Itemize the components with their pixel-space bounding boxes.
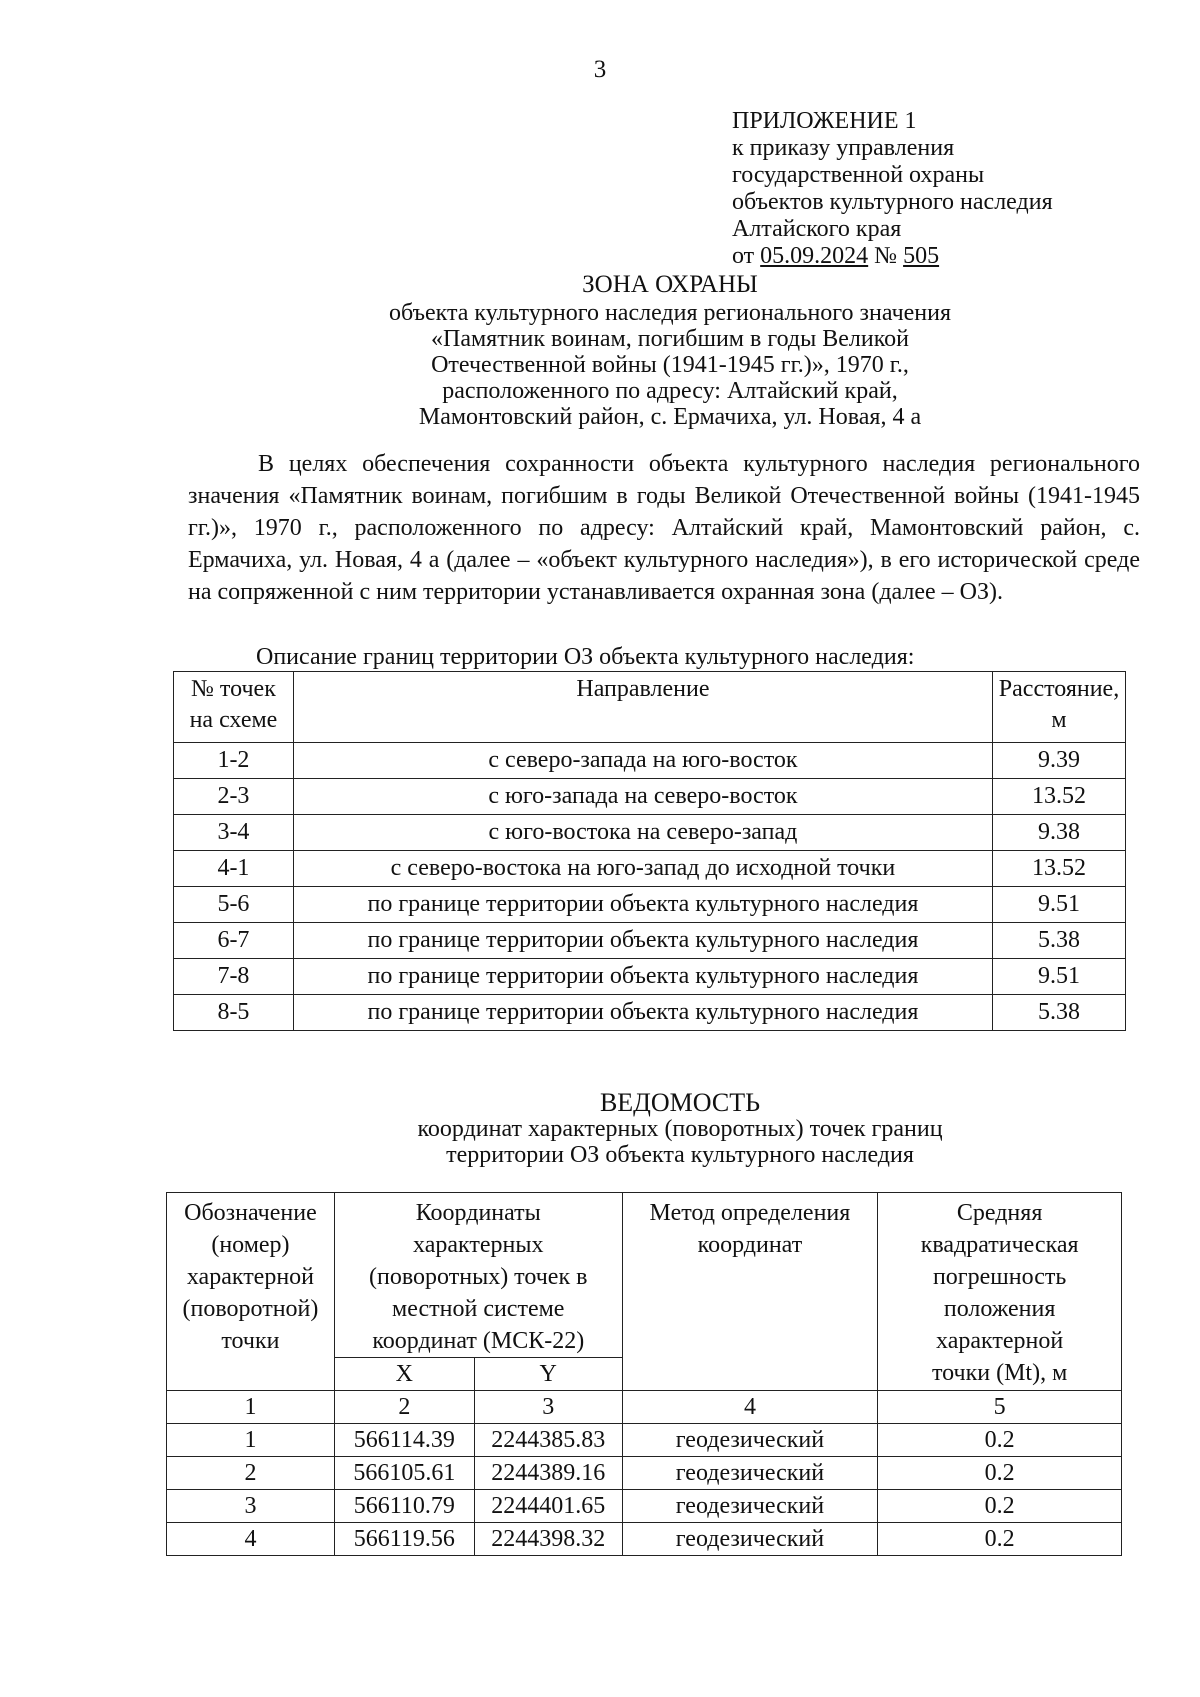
table-header-row: [167, 1193, 1122, 1358]
row-x: 566110.79: [334, 1490, 474, 1523]
row-x: 566105.61: [334, 1457, 474, 1490]
header-distance: Расстояние, м: [993, 672, 1126, 743]
row-y: 2244389.16: [474, 1457, 622, 1490]
row-point: 2: [167, 1457, 335, 1490]
row-points: 3-4: [174, 815, 294, 851]
table-row: [174, 851, 1126, 887]
row-y: 2244401.65: [474, 1490, 622, 1523]
header-designation: Обозначение (номер) характерной (поворотной) точки: [167, 1193, 335, 1391]
header-x: X: [334, 1358, 474, 1391]
order-date: 05.09.2024: [760, 243, 869, 269]
table-row: [167, 1457, 1122, 1490]
row-points: 5-6: [174, 887, 294, 923]
borders-table: [173, 671, 1126, 1031]
row-points: 4-1: [174, 851, 294, 887]
row-direction: с юго-востока на северо-запад: [293, 815, 992, 851]
row-method: геодезический: [622, 1490, 878, 1523]
coordinates-table: [166, 1192, 1122, 1556]
number-prefix: №: [868, 243, 904, 269]
table-row: [167, 1490, 1122, 1523]
table-row: [167, 1523, 1122, 1556]
row-method: геодезический: [622, 1424, 878, 1457]
row-points: 8-5: [174, 995, 294, 1031]
row-points: 7-8: [174, 959, 294, 995]
vedomost-subtitle-line: территории ОЗ объекта культурного наследия: [446, 1142, 914, 1168]
appendix-title: ПРИЛОЖЕНИЕ 1: [732, 108, 917, 134]
row-direction: по границе территории объекта культурного наследия: [293, 923, 992, 959]
appendix-block: [732, 108, 1053, 270]
row-points: 2-3: [174, 779, 294, 815]
zone-subtitle-line: «Памятник воинам, погибшим в годы Великой: [431, 326, 909, 352]
appendix-line: объектов культурного наследия: [732, 189, 1053, 215]
table-row: [174, 779, 1126, 815]
order-number: 505: [903, 243, 940, 269]
row-distance: 5.38: [993, 995, 1126, 1031]
row-y: 2244398.32: [474, 1523, 622, 1556]
row-point: 3: [167, 1490, 335, 1523]
zone-subtitle-line: расположенного по адресу: Алтайский край,: [442, 378, 898, 404]
row-method: геодезический: [622, 1457, 878, 1490]
row-point: 1: [167, 1424, 335, 1457]
header-y: Y: [474, 1358, 622, 1391]
row-direction: по границе территории объекта культурного наследия: [293, 995, 992, 1031]
row-distance: 9.38: [993, 815, 1126, 851]
appendix-line: государственной охраны: [732, 162, 985, 188]
column-number: 5: [878, 1391, 1122, 1424]
row-error: 0.2: [878, 1523, 1122, 1556]
zone-title: ЗОНА ОХРАНЫ: [582, 271, 758, 298]
column-number-row: [167, 1391, 1122, 1424]
column-number: 4: [622, 1391, 878, 1424]
row-direction: с северо-востока на юго-запад до исходной точки: [293, 851, 992, 887]
column-number: 2: [334, 1391, 474, 1424]
row-distance: 13.52: [993, 851, 1126, 887]
date-prefix: от: [732, 243, 761, 269]
row-x: 566119.56: [334, 1523, 474, 1556]
table-header-row: [174, 672, 1126, 743]
zone-heading: [250, 272, 1090, 430]
row-distance: 9.51: [993, 887, 1126, 923]
zone-subtitle-line: Отечественной войны (1941-1945 гг.)», 1970 г.,: [431, 352, 909, 378]
page-number: 3: [593, 56, 607, 83]
table-row: [167, 1424, 1122, 1457]
row-points: 6-7: [174, 923, 294, 959]
appendix-line: к приказу управления: [732, 135, 955, 161]
borders-table-caption: Описание границ территории ОЗ объекта культурного наследия:: [256, 644, 915, 670]
row-distance: 5.38: [993, 923, 1126, 959]
row-error: 0.2: [878, 1424, 1122, 1457]
row-point: 4: [167, 1523, 335, 1556]
row-error: 0.2: [878, 1457, 1122, 1490]
header-error: Средняя квадратическая погрешность положения характерной точки (Mt), м: [878, 1193, 1122, 1391]
row-error: 0.2: [878, 1490, 1122, 1523]
table-row: [174, 887, 1126, 923]
row-direction: по границе территории объекта культурного наследия: [293, 959, 992, 995]
row-direction: с юго-запада на северо-восток: [293, 779, 992, 815]
row-y: 2244385.83: [474, 1424, 622, 1457]
vedomost-title: ВЕДОМОСТЬ: [599, 1088, 761, 1117]
vedomost-subtitle-line: координат характерных (поворотных) точек границ: [417, 1116, 943, 1142]
table-row: [174, 995, 1126, 1031]
header-method: Метод определения координат: [622, 1193, 878, 1391]
zone-subtitle-line: объекта культурного наследия регионального значения: [388, 300, 952, 326]
header-direction: Направление: [293, 672, 992, 743]
row-direction: по границе территории объекта культурного наследия: [293, 887, 992, 923]
row-points: 1-2: [174, 743, 294, 779]
zone-subtitle-line: Мамонтовский район, с. Ермачиха, ул. Новая, 4 а: [418, 404, 922, 430]
column-number: 1: [167, 1391, 335, 1424]
row-distance: 9.51: [993, 959, 1126, 995]
row-distance: 9.39: [993, 743, 1126, 779]
intro-paragraph: В целях обеспечения сохранности объекта культурного наследия регионального значения «Памятник воинам, погибшим в годы Великой Отечественной войны (1941-1945 гг.)», 1970 г., расположенного по адресу: Алтайский край, Мамонтовский район, с. Ермачиха, ул. Новая, 4 а (далее – «объект культурного наследия»), в его исторической среде на сопряженной с ним территории устанавливается охранная зона (далее – ОЗ).: [188, 451, 1140, 605]
row-direction: с северо-запада на юго-восток: [293, 743, 992, 779]
row-x: 566114.39: [334, 1424, 474, 1457]
appendix-line: Алтайского края: [732, 216, 902, 242]
header-points: № точек на схеме: [174, 672, 294, 743]
header-coordinates: Координаты характерных (поворотных) точек в местной системе координат (МСК-22): [334, 1193, 622, 1358]
row-method: геодезический: [622, 1523, 878, 1556]
table-row: [174, 815, 1126, 851]
table-row: [174, 923, 1126, 959]
column-number: 3: [474, 1391, 622, 1424]
vedomost-heading: [300, 1090, 1060, 1168]
row-distance: 13.52: [993, 779, 1126, 815]
appendix-date-line: [732, 243, 1053, 270]
table-row: [174, 743, 1126, 779]
table-row: [174, 959, 1126, 995]
